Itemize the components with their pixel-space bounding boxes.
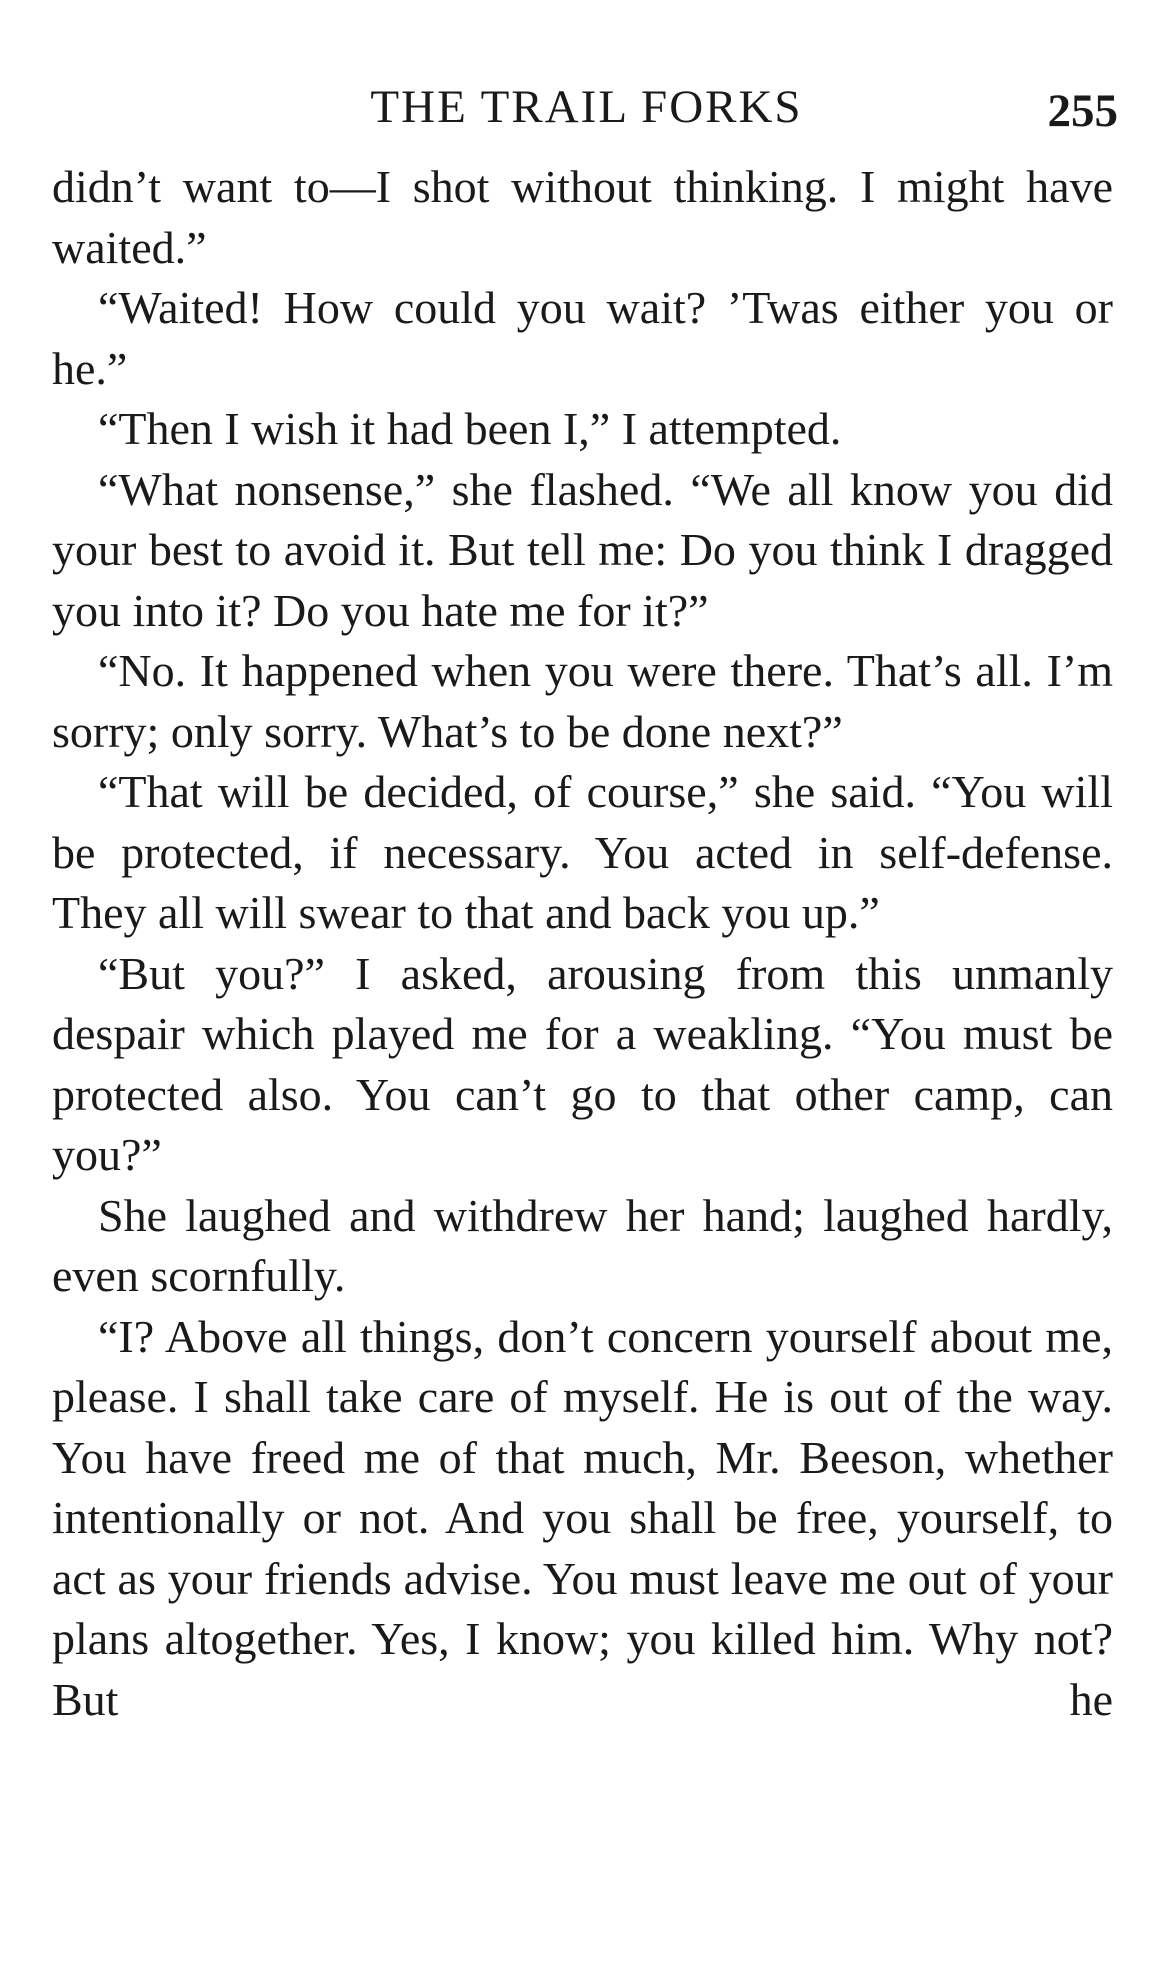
paragraph-6: “That will be decided, of course,” she said. “You will be protected, if necessary. You acted in self-defense. They all will swear to that and back you up.” [52,766,1113,938]
paragraph-1: didn’t want to—I shot without thinking. I might have waited.” [52,161,1113,273]
paragraph-2: “Waited! How could you wait? ’Twas either you or he.” [52,282,1113,394]
paragraph-4: “What nonsense,” she flashed. “We all know you did your best to avoid it. But tell me: Do you think I dragged you into it? Do you hate me for it?” [52,463,1113,636]
paragraph-7: “But you?” I asked, arousing from this unmanly despair which played me for a weakling. “You must be protected also. You can’t go to that other camp, can you?” [52,947,1113,1180]
paragraph-3: “Then I wish it had been I,” I attempted. [98,403,842,454]
paragraph-8: She laughed and withdrew her hand; laughed hardly, even scornfully. [52,1189,1113,1301]
paragraph-5: “No. It happened when you were there. That’s all. I’m sorry; only sorry. What’s to be done next?” [52,645,1113,757]
body-text [52,157,1113,1730]
running-head [55,72,1118,142]
running-title: THE TRAIL FORKS [370,81,803,133]
paragraph-9: “I? Above all things, don’t concern yourself about me, please. I shall take care of myself. He is out of the way. You have freed me of that much, Mr. Beeson, whether intentionally or not. And you shall be free, yourself, to act as your friends advise. You must leave me out of your plans altogether. Yes, I know; you killed him. Why not? But he [52,1310,1113,1725]
page-number: 255 [1047,85,1118,137]
